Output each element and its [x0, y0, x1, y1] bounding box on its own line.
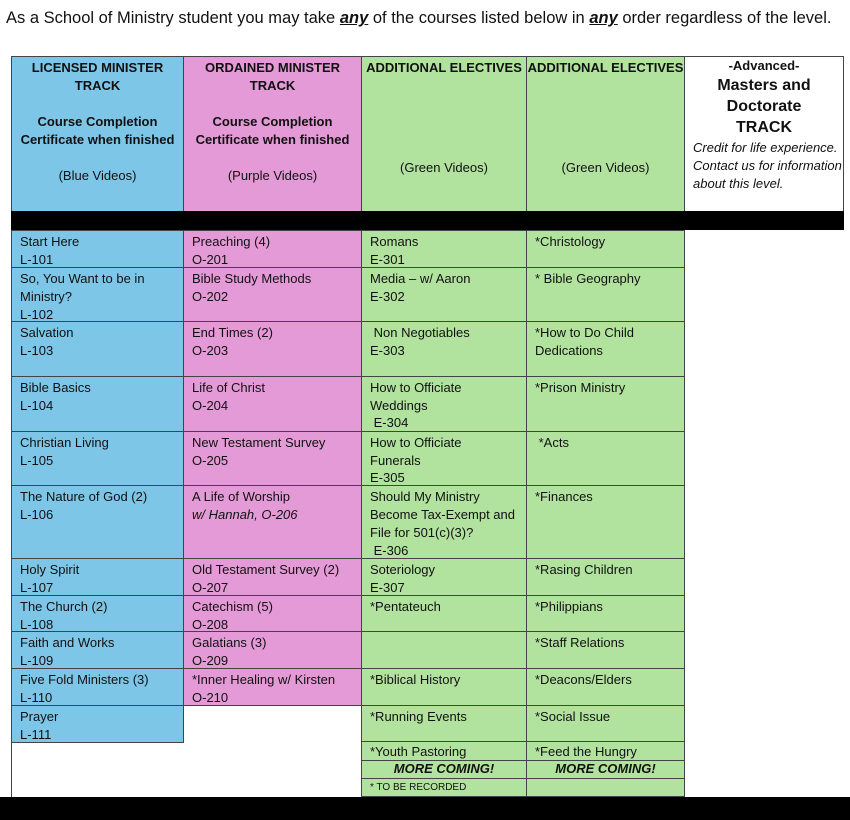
- course-name: Five Fold Ministers (3): [20, 672, 149, 687]
- course-name: Start Here: [20, 234, 80, 249]
- header-advanced-note: Credit for life experience. Contact us for information about this level.: [693, 140, 842, 191]
- course-biblical-history: [361, 668, 527, 706]
- course-o203: [183, 321, 362, 377]
- course-name: Life of Christ: [192, 380, 265, 395]
- course-l103: [11, 321, 184, 377]
- header-ordained-videos: (Purple Videos): [227, 168, 318, 183]
- course-running-events: [361, 705, 527, 742]
- course-name: So, You Want to be in Ministry?: [20, 271, 145, 304]
- course-name: *Inner Healing w/ Kirsten: [192, 672, 336, 687]
- more-coming-label-1: MORE COMING!: [361, 760, 527, 779]
- course-code: L-103: [20, 343, 54, 358]
- course-l110: [11, 668, 184, 706]
- course-name: Non Negotiables: [370, 325, 470, 340]
- course-code: L-102: [20, 307, 54, 322]
- course-code: E-301: [370, 252, 405, 267]
- course-code: L-101: [20, 252, 54, 267]
- course-code: L-111: [20, 727, 52, 742]
- course-name: Bible Study Methods: [192, 271, 312, 286]
- course-philippians: [526, 595, 685, 632]
- course-l104: [11, 376, 184, 432]
- course-code: O-208: [192, 617, 229, 632]
- more-coming-label-2: MORE COMING!: [526, 760, 685, 779]
- header-electives-2: [526, 56, 685, 212]
- course-l102: [11, 267, 184, 322]
- header-licensed-title: LICENSED MINISTER TRACK: [31, 60, 164, 93]
- course-code: L-107: [20, 580, 54, 595]
- course-name: Bible Basics: [20, 380, 91, 395]
- table-left-border: [11, 742, 12, 797]
- course-name: Romans: [370, 234, 419, 249]
- course-name: Preaching (4): [192, 234, 271, 249]
- header-electives-1: [361, 56, 527, 212]
- course-name: Media – w/ Aaron: [370, 271, 471, 286]
- course-name: *Acts: [535, 435, 569, 450]
- intro-part1: As a School of Ministry student you may take: [6, 9, 340, 27]
- course-social-issue: [526, 705, 685, 742]
- course-bible-geography: [526, 267, 685, 322]
- course-code: L-105: [20, 453, 54, 468]
- course-e307: [361, 558, 527, 596]
- header-advanced-line1: -Advanced-: [728, 58, 800, 73]
- bottom-black-bar: [0, 797, 850, 820]
- course-name: *How to Do Child Dedications: [535, 325, 634, 358]
- course-finances: [526, 485, 685, 559]
- intro-part3: order regardless of the level.: [617, 9, 832, 27]
- course-code: E-302: [370, 289, 405, 304]
- course-child-dedications: [526, 321, 685, 377]
- course-e303: [361, 321, 527, 377]
- header-electives-1-videos: (Green Videos): [400, 160, 488, 175]
- course-name: *Finances: [535, 489, 593, 504]
- course-code: O-210: [192, 690, 229, 705]
- header-electives-1-title: ADDITIONAL ELECTIVES: [366, 60, 522, 75]
- course-o209: [183, 631, 362, 669]
- course-code: O-204: [192, 398, 229, 413]
- course-name: A Life of Worship: [192, 489, 291, 504]
- course-code: E-305: [370, 470, 405, 485]
- to-be-recorded-note: * TO BE RECORDED: [361, 778, 527, 797]
- course-l111: [11, 705, 184, 743]
- course-name: The Nature of God (2): [20, 489, 148, 504]
- course-code: L-110: [20, 690, 53, 705]
- course-code: E-307: [370, 580, 405, 595]
- course-o204: [183, 376, 362, 432]
- header-advanced-line3: TRACK: [736, 119, 792, 136]
- course-name: *Prison Ministry: [535, 380, 626, 395]
- course-name: Galatians (3): [192, 635, 267, 650]
- course-name: Salvation: [20, 325, 74, 340]
- course-name: *Biblical History: [370, 672, 461, 687]
- course-l109: [11, 631, 184, 669]
- course-e304: [361, 376, 527, 432]
- course-o201: [183, 230, 362, 268]
- course-o206: [183, 485, 362, 559]
- course-l108: [11, 595, 184, 632]
- course-code: L-108: [20, 617, 54, 632]
- course-prison-ministry: [526, 376, 685, 432]
- course-name: *Christology: [535, 234, 606, 249]
- header-licensed-certificate: Course Completion Certificate when finished: [20, 114, 175, 147]
- course-acts: [526, 431, 685, 486]
- course-name: *Youth Pastoring: [370, 744, 467, 759]
- header-ordained-title: ORDAINED MINISTER TRACK: [204, 60, 341, 93]
- course-name: Old Testament Survey (2): [192, 562, 340, 577]
- course-name: End Times (2): [192, 325, 273, 340]
- course-code: E-306: [370, 543, 409, 558]
- course-christology: [526, 230, 685, 268]
- course-name: *Philippians: [535, 599, 603, 614]
- course-o205: [183, 431, 362, 486]
- course-o202: [183, 267, 362, 322]
- course-rasing-children: [526, 558, 685, 596]
- course-l107: [11, 558, 184, 596]
- course-name: * Bible Geography: [535, 271, 641, 286]
- course-name: *Rasing Children: [535, 562, 633, 577]
- course-code: L-104: [20, 398, 54, 413]
- course-name: *Deacons/Elders: [535, 672, 632, 687]
- header-ordained-track: [183, 56, 362, 212]
- intro-emphasis-any-2: any: [589, 9, 618, 27]
- course-e306: [361, 485, 527, 559]
- course-name: Prayer: [20, 709, 59, 724]
- header-electives-2-title: ADDITIONAL ELECTIVES: [527, 60, 684, 75]
- course-name: New Testament Survey: [192, 435, 326, 450]
- header-licensed-videos: (Blue Videos): [58, 168, 137, 183]
- course-code: E-303: [370, 343, 405, 358]
- course-code: O-202: [192, 289, 229, 304]
- course-name: Holy Spirit: [20, 562, 80, 577]
- course-code: L-106: [20, 507, 54, 522]
- header-licensed-track: [11, 56, 184, 212]
- course-code: E-304: [370, 415, 409, 430]
- course-code: O-205: [192, 453, 229, 468]
- course-o210: [183, 668, 362, 706]
- course-name: Christian Living: [20, 435, 109, 450]
- empty-green-cell: [526, 778, 685, 797]
- course-code: O-201: [192, 252, 229, 267]
- course-name: Catechism (5): [192, 599, 273, 614]
- header-advanced-track: [684, 56, 844, 212]
- course-name: Faith and Works: [20, 635, 115, 650]
- header-ordained-certificate: Course Completion Certificate when finished: [195, 114, 350, 147]
- course-e302: [361, 267, 527, 322]
- course-o207: [183, 558, 362, 596]
- course-name: *Staff Relations: [535, 635, 625, 650]
- course-deacons-elders: [526, 668, 685, 706]
- course-name: Should My Ministry Become Tax-Exempt and File for 501(c)(3)?: [370, 489, 515, 540]
- course-staff-relations: [526, 631, 685, 669]
- course-name: *Pentateuch: [370, 599, 441, 614]
- course-code: O-207: [192, 580, 229, 595]
- course-o208: [183, 595, 362, 632]
- course-name: *Social Issue: [535, 709, 611, 724]
- course-youth-pastoring: [361, 741, 527, 761]
- course-e305: [361, 431, 527, 486]
- intro-emphasis-any-1: any: [339, 9, 369, 27]
- course-code: L-109: [20, 653, 54, 668]
- course-name: *Feed the Hungry: [535, 744, 637, 759]
- course-name: *Running Events: [370, 709, 467, 724]
- course-l105: [11, 431, 184, 486]
- header-divider-bar: [11, 211, 844, 230]
- header-advanced-line2: Masters and Doctorate: [717, 77, 811, 115]
- header-electives-2-videos: (Green Videos): [561, 160, 650, 175]
- course-code: w/ Hannah, O-206: [192, 507, 298, 522]
- course-name: Soteriology: [370, 562, 436, 577]
- course-name: How to Officiate Funerals: [370, 435, 462, 468]
- intro-text: [6, 9, 850, 28]
- course-name: The Church (2): [20, 599, 108, 614]
- course-feed-the-hungry: [526, 741, 685, 761]
- course-empty-slot: [361, 631, 527, 669]
- course-l106: [11, 485, 184, 559]
- course-e301: [361, 230, 527, 268]
- course-code: O-203: [192, 343, 229, 358]
- course-name: How to Officiate Weddings: [370, 380, 462, 413]
- course-code: O-209: [192, 653, 229, 668]
- course-l101: [11, 230, 184, 268]
- course-pentateuch: [361, 595, 527, 632]
- intro-part2: of the courses listed below in: [368, 9, 590, 27]
